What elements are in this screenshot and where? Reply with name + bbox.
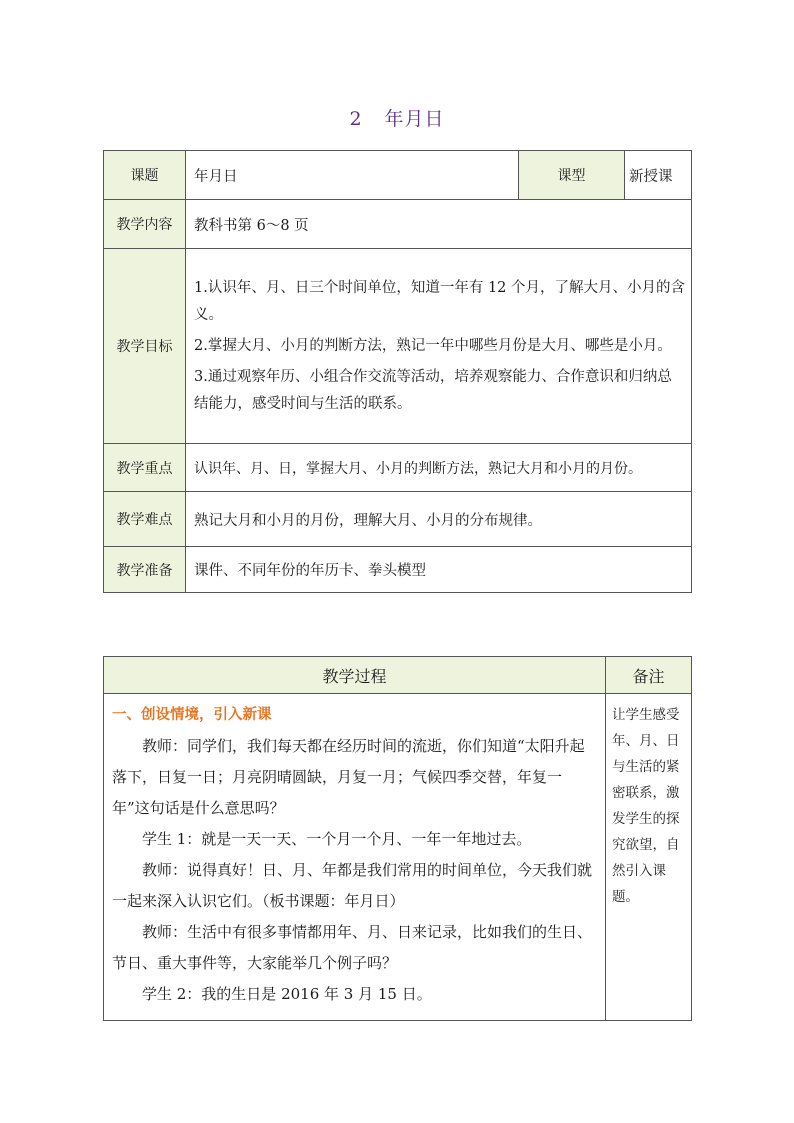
type-value: 新授课 bbox=[625, 151, 692, 200]
topic-label: 课题 bbox=[104, 151, 186, 200]
process-header: 教学过程 bbox=[104, 657, 606, 694]
goal-item: 1.认识年、月、日三个时间单位，知道一年有 12 个月，了解大月、小月的含义。 bbox=[194, 279, 686, 323]
lesson-number: 2 bbox=[349, 108, 363, 130]
section-title: 一、创设情境，引入新课 bbox=[112, 707, 272, 723]
goal-item: 2.掌握大月、小月的判断方法，熟记一年中哪些月份是大月、哪些是小月。 bbox=[194, 337, 672, 354]
difficulty-value: 熟记大月和小月的月份，理解大月、小月的分布规律。 bbox=[186, 492, 692, 547]
content-label: 教学内容 bbox=[104, 200, 186, 249]
note-text: 让学生感受年、月、日与生活的紧密联系，激发学生的探究欲望，自然引入课题。 bbox=[606, 694, 692, 1021]
difficulty-label: 教学难点 bbox=[104, 492, 186, 547]
key-label: 教学重点 bbox=[104, 444, 186, 492]
lesson-info-table bbox=[103, 150, 692, 593]
dialogue-paragraph: 学生 1：就是一天一天、一个月一个月、一年一年地过去。 bbox=[142, 830, 532, 848]
goal-item: 3.通过观察年历、小组合作交流等活动，培养观察能力、合作意识和归纳总结能力，感受时间与生活的联系。 bbox=[194, 368, 672, 412]
goals-label: 教学目标 bbox=[104, 249, 186, 444]
teaching-process-table bbox=[103, 656, 692, 1021]
note-header: 备注 bbox=[606, 657, 692, 694]
dialogue-paragraph: 学生 2：我的生日是 2016 年 3 月 15 日。 bbox=[142, 985, 432, 1003]
page-title bbox=[0, 104, 794, 131]
process-body bbox=[104, 694, 606, 1021]
dialogue-paragraph: 教师：说得真好！日、月、年都是我们常用的时间单位，今天我们就一起来深入认识它们。（板书课题：年月日） bbox=[112, 861, 593, 910]
topic-value: 年月日 bbox=[186, 151, 519, 200]
prep-value: 课件、不同年份的年历卡、拳头模型 bbox=[186, 547, 692, 593]
goals-list bbox=[186, 249, 692, 444]
type-label: 课型 bbox=[519, 151, 625, 200]
content-value: 教科书第 6～8 页 bbox=[186, 200, 692, 249]
lesson-title: 年月日 bbox=[384, 108, 445, 130]
key-value: 认识年、月、日，掌握大月、小月的判断方法，熟记大月和小月的月份。 bbox=[186, 444, 692, 492]
dialogue-paragraph: 教师：同学们，我们每天都在经历时间的流逝，你们知道“太阳升起落下，日复一日；月亮阴晴圆缺，月复一月；气候四季交替，年复一年”这句话是什么意思吗？ bbox=[112, 737, 585, 817]
dialogue-paragraph: 教师：生活中有很多事情都用年、月、日来记录，比如我们的生日、节日、重大事件等，大家能举几个例子吗？ bbox=[112, 923, 593, 972]
prep-label: 教学准备 bbox=[104, 547, 186, 593]
